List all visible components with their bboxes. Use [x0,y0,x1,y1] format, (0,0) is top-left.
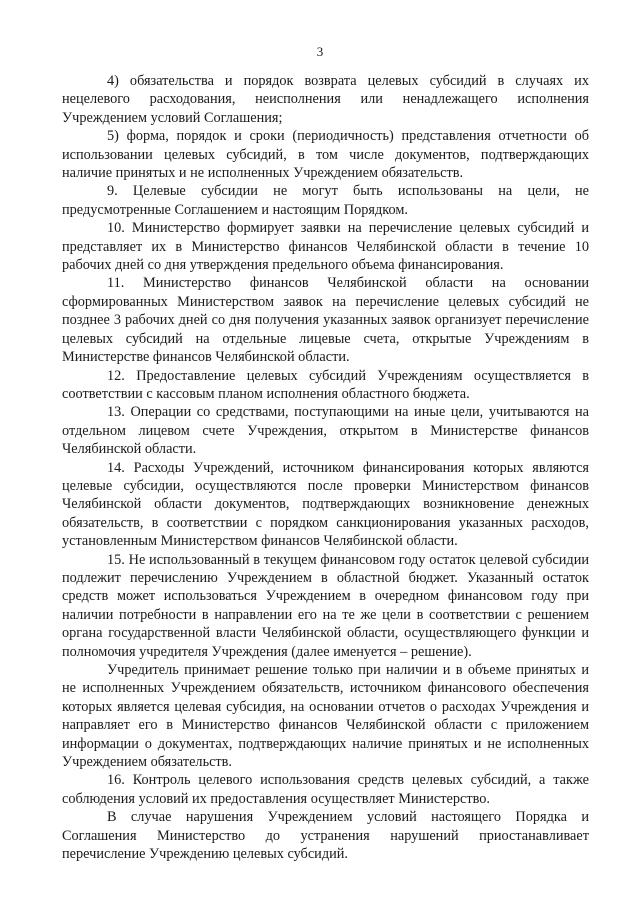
paragraph-obligations-return: 4) обязательства и порядок возврата целевых субсидий в случаях их нецелевого расходования, неисполнения или ненадлежащего исполнения Учреждением условий Соглашения; [62,73,589,126]
page-number: 3 [316,44,324,59]
paragraph-16: 16. Контроль целевого использования средств целевых субсидий, а также соблюдения условий их предоставления осуществляет Министерство. [62,772,589,807]
document-body [62,72,589,863]
paragraph-founder-decision: Учредитель принимает решение только при наличии и в объеме принятых и не исполненных Учреждением обязательств, источником финансового обеспечения которых является целевая субсидия, на основании отчетов о расходах Учреждения и направляет его в Министерство финансов Челябинской области с приложением информации о документах, подтверждающих наличие принятых и не исполненных Учреждением обязательств. [62,662,589,771]
paragraph-15: 15. Не использованный в текущем финансовом году остаток целевой субсидии подлежит перечислению Учреждением в областной бюджет. Указанный остаток средств может использоваться Учреждением в очередном финансовом году при наличии потребности в направлении его на те же цели в соответствии с решением органа государственной власти Челябинской области, осуществляющего функции и полномочия учредителя Учреждения (далее именуется – решение). [62,551,589,660]
paragraph-11: 11. Министерство финансов Челябинской области на основании сформированных Министерством заявок на перечисление целевых субсидий не позднее 3 рабочих дней со дня получения указанных заявок организует перечисление целевых субсидий на отдельные лицевые счета, открытые Учреждениям в Министерстве финансов Челябинской области. [62,275,589,366]
paragraph-violation: В случае нарушения Учреждением условий настоящего Порядка и Соглашения Министерство до устранения нарушений приостанавливает перечисление Учреждению целевых субсидий. [62,809,589,863]
paragraph-13: 13. Операции со средствами, поступающими на иные цели, учитываются на отдельном лицевом счете Учреждения, открытом в Министерстве финансов Челябинской области. [62,404,589,458]
paragraph-14: 14. Расходы Учреждений, источником финансирования которых являются целевые субсидии, осуществляются после проверки Министерством финансов Челябинской области документов, подтверждающих возникновение денежных обязательств, в соответствии с порядком санкционирования указанных расходов, установленным Министерством финансов Челябинской области. [62,459,589,550]
paragraph-12: 12. Предоставление целевых субсидий Учреждениям осуществляется в соответствии с кассовым планом исполнения областного бюджета. [62,367,589,402]
paragraph-10: 10. Министерство формирует заявки на перечисление целевых субсидий и представляет их в Министерство финансов Челябинской области в течение 10 рабочих дней со дня утверждения предельного объема финансирования. [62,220,589,274]
paragraph-9: 9. Целевые субсидии не могут быть использованы на цели, не предусмотренные Соглашением и настоящим Порядком. [62,183,589,218]
paragraph-reporting-form: 5) форма, порядок и сроки (периодичность) представления отчетности об использовании целевых субсидий, в том числе документов, подтверждающих наличие принятых и не исполненных Учреждением обязательств. [62,128,589,182]
